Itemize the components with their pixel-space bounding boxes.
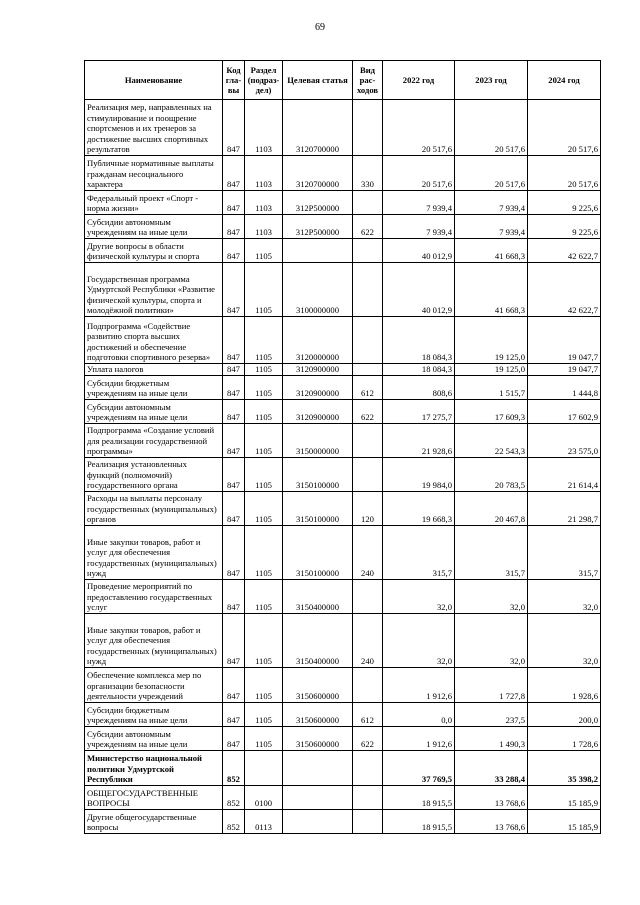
cell-name: Обеспечение комплекса мер по организации безопасности деятельности учреждений (85, 668, 223, 703)
cell-section: 0100 (245, 786, 283, 810)
cell-2024: 21 298,7 (528, 492, 601, 526)
cell-2024: 1 728,6 (528, 727, 601, 751)
cell-section: 1105 (245, 580, 283, 614)
cell-type (353, 810, 383, 834)
cell-name: Федеральный проект «Спорт - норма жизни» (85, 191, 223, 215)
cell-2023: 237,5 (455, 703, 528, 727)
cell-2023: 7 939,4 (455, 215, 528, 239)
cell-2022: 808,6 (383, 376, 455, 400)
cell-target: 3150000000 (283, 424, 353, 458)
cell-2022: 18 084,3 (383, 317, 455, 364)
cell-2023: 32,0 (455, 614, 528, 668)
cell-code: 847 (223, 703, 245, 727)
cell-section: 1105 (245, 376, 283, 400)
cell-code: 852 (223, 786, 245, 810)
table-row (85, 526, 601, 580)
cell-type (353, 424, 383, 458)
table-row (85, 263, 601, 317)
cell-name: Уплата налогов (85, 364, 223, 376)
cell-section: 1105 (245, 458, 283, 492)
cell-target (283, 239, 353, 263)
cell-section: 1105 (245, 400, 283, 424)
cell-code: 847 (223, 424, 245, 458)
cell-target (283, 751, 353, 786)
cell-code: 847 (223, 215, 245, 239)
cell-2022: 20 517,6 (383, 100, 455, 156)
cell-2023: 1 515,7 (455, 376, 528, 400)
cell-code: 847 (223, 458, 245, 492)
table-row (85, 786, 601, 810)
cell-2024: 9 225,6 (528, 215, 601, 239)
cell-2022: 32,0 (383, 614, 455, 668)
cell-2023: 13 768,6 (455, 810, 528, 834)
cell-2024: 32,0 (528, 614, 601, 668)
cell-2024: 20 517,6 (528, 100, 601, 156)
cell-code: 847 (223, 100, 245, 156)
cell-2022: 32,0 (383, 580, 455, 614)
cell-name: Иные закупки товаров, работ и услуг для обеспечения государственных (муниципальных) нужд (85, 526, 223, 580)
cell-2023: 41 668,3 (455, 239, 528, 263)
cell-2024: 200,0 (528, 703, 601, 727)
cell-code: 847 (223, 191, 245, 215)
cell-target: 3150400000 (283, 580, 353, 614)
cell-code: 852 (223, 810, 245, 834)
cell-section: 1105 (245, 614, 283, 668)
cell-target: 3120900000 (283, 376, 353, 400)
cell-section: 1105 (245, 364, 283, 376)
cell-code: 852 (223, 751, 245, 786)
budget-table (84, 60, 601, 834)
cell-2022: 7 939,4 (383, 215, 455, 239)
cell-2023: 19 125,0 (455, 317, 528, 364)
cell-2024: 42 622,7 (528, 263, 601, 317)
header-type: Вид рас- ходов (353, 61, 383, 100)
cell-section (245, 751, 283, 786)
cell-section: 1105 (245, 424, 283, 458)
cell-2023: 13 768,6 (455, 786, 528, 810)
cell-2022: 20 517,6 (383, 156, 455, 191)
cell-2023: 20 467,8 (455, 492, 528, 526)
cell-target: 3120900000 (283, 400, 353, 424)
cell-target: 3150100000 (283, 492, 353, 526)
cell-name: Подпрограмма «Содействие развитию спорта высших достижений и обеспечение подготовки спортивного резерва» (85, 317, 223, 364)
cell-type (353, 751, 383, 786)
table-row (85, 156, 601, 191)
cell-target: 312P500000 (283, 215, 353, 239)
cell-2023: 7 939,4 (455, 191, 528, 215)
cell-type (353, 317, 383, 364)
cell-name: Субсидии автономным учреждениям на иные цели (85, 727, 223, 751)
cell-section: 1103 (245, 191, 283, 215)
table-row (85, 364, 601, 376)
cell-2022: 18 915,5 (383, 810, 455, 834)
cell-target: 3150100000 (283, 458, 353, 492)
cell-target (283, 810, 353, 834)
table-row (85, 492, 601, 526)
table-row (85, 580, 601, 614)
cell-type: 240 (353, 526, 383, 580)
table-row (85, 317, 601, 364)
cell-code: 847 (223, 263, 245, 317)
cell-2023: 20 517,6 (455, 100, 528, 156)
cell-2022: 1 912,6 (383, 668, 455, 703)
table-row (85, 400, 601, 424)
cell-type: 330 (353, 156, 383, 191)
cell-2022: 17 275,7 (383, 400, 455, 424)
cell-name: Субсидии автономным учреждениям на иные цели (85, 215, 223, 239)
cell-name: Субсидии автономным учреждениям на иные цели (85, 400, 223, 424)
cell-2024: 20 517,6 (528, 156, 601, 191)
cell-target: 3150100000 (283, 526, 353, 580)
cell-name: Публичные нормативные выплаты гражданам несоциального характера (85, 156, 223, 191)
cell-name: Другие общегосударственные вопросы (85, 810, 223, 834)
cell-type (353, 100, 383, 156)
cell-code: 847 (223, 400, 245, 424)
table-row (85, 751, 601, 786)
page-number: 69 (315, 22, 325, 33)
cell-2023: 1 727,8 (455, 668, 528, 703)
cell-type: 120 (353, 492, 383, 526)
cell-name: Иные закупки товаров, работ и услуг для обеспечения государственных (муниципальных) нужд (85, 614, 223, 668)
cell-2023: 20 783,5 (455, 458, 528, 492)
table-row (85, 458, 601, 492)
cell-2023: 22 543,3 (455, 424, 528, 458)
cell-type (353, 458, 383, 492)
cell-type: 622 (353, 727, 383, 751)
cell-2024: 42 622,7 (528, 239, 601, 263)
cell-target: 3150600000 (283, 668, 353, 703)
cell-section: 1105 (245, 239, 283, 263)
cell-section: 1105 (245, 703, 283, 727)
cell-2023: 19 125,0 (455, 364, 528, 376)
cell-target: 3120700000 (283, 156, 353, 191)
cell-2022: 40 012,9 (383, 239, 455, 263)
cell-2022: 40 012,9 (383, 263, 455, 317)
cell-code: 847 (223, 364, 245, 376)
cell-type: 612 (353, 376, 383, 400)
header-2022: 2022 год (383, 61, 455, 100)
table-row (85, 239, 601, 263)
cell-2022: 19 984,0 (383, 458, 455, 492)
cell-target: 3150600000 (283, 727, 353, 751)
cell-2024: 15 185,9 (528, 786, 601, 810)
cell-2022: 18 084,3 (383, 364, 455, 376)
cell-2023: 315,7 (455, 526, 528, 580)
table-header-row (85, 61, 601, 100)
cell-type (353, 191, 383, 215)
cell-section: 0113 (245, 810, 283, 834)
cell-name: Реализация мер, направленных на стимулирование и поощрение спортсменов и их тренеров за достижение высших спортивных результатов (85, 100, 223, 156)
cell-2024: 17 602,9 (528, 400, 601, 424)
cell-target: 3150400000 (283, 614, 353, 668)
table-row (85, 191, 601, 215)
cell-2024: 15 185,9 (528, 810, 601, 834)
header-section: Раздел (подраз- дел) (245, 61, 283, 100)
cell-name: Министерство национальной политики Удмуртской Республики (85, 751, 223, 786)
cell-2023: 20 517,6 (455, 156, 528, 191)
cell-2022: 21 928,6 (383, 424, 455, 458)
header-code: Код гла- вы (223, 61, 245, 100)
cell-name: Субсидии бюджетным учреждениям на иные цели (85, 376, 223, 400)
cell-name: Государственная программа Удмуртской Республики «Развитие физической культуры, спорта и молодёжной политики» (85, 263, 223, 317)
cell-2022: 1 912,6 (383, 727, 455, 751)
cell-code: 847 (223, 526, 245, 580)
cell-type (353, 668, 383, 703)
cell-2023: 33 288,4 (455, 751, 528, 786)
cell-2024: 19 047,7 (528, 364, 601, 376)
cell-2024: 23 575,0 (528, 424, 601, 458)
cell-2023: 1 490,3 (455, 727, 528, 751)
cell-target (283, 786, 353, 810)
header-2023: 2023 год (455, 61, 528, 100)
cell-target: 3120000000 (283, 317, 353, 364)
cell-section: 1105 (245, 526, 283, 580)
cell-2022: 18 915,5 (383, 786, 455, 810)
table-row (85, 100, 601, 156)
table-row (85, 727, 601, 751)
table-row (85, 424, 601, 458)
cell-type (353, 239, 383, 263)
header-target: Целевая статья (283, 61, 353, 100)
cell-type (353, 364, 383, 376)
cell-2023: 32,0 (455, 580, 528, 614)
table-row (85, 810, 601, 834)
cell-code: 847 (223, 668, 245, 703)
cell-name: Проведение мероприятий по предоставлению государственных услуг (85, 580, 223, 614)
cell-2022: 37 769,5 (383, 751, 455, 786)
cell-2024: 315,7 (528, 526, 601, 580)
cell-2024: 21 614,4 (528, 458, 601, 492)
cell-code: 847 (223, 239, 245, 263)
cell-target: 3150600000 (283, 703, 353, 727)
cell-section: 1105 (245, 263, 283, 317)
cell-type (353, 263, 383, 317)
cell-2022: 315,7 (383, 526, 455, 580)
cell-type: 612 (353, 703, 383, 727)
cell-2024: 9 225,6 (528, 191, 601, 215)
header-2024: 2024 год (528, 61, 601, 100)
cell-2023: 17 609,3 (455, 400, 528, 424)
cell-code: 847 (223, 727, 245, 751)
cell-2024: 1 444,8 (528, 376, 601, 400)
cell-name: Реализация установленных функций (полномочий) государственного органа (85, 458, 223, 492)
table-row (85, 703, 601, 727)
cell-type (353, 580, 383, 614)
cell-2024: 1 928,6 (528, 668, 601, 703)
cell-code: 847 (223, 614, 245, 668)
cell-section: 1103 (245, 100, 283, 156)
table-row (85, 668, 601, 703)
table-row (85, 376, 601, 400)
cell-2023: 41 668,3 (455, 263, 528, 317)
cell-type (353, 786, 383, 810)
cell-code: 847 (223, 317, 245, 364)
cell-2022: 19 668,3 (383, 492, 455, 526)
cell-target: 3120700000 (283, 100, 353, 156)
cell-type: 622 (353, 215, 383, 239)
cell-section: 1105 (245, 317, 283, 364)
cell-type: 622 (353, 400, 383, 424)
cell-2024: 19 047,7 (528, 317, 601, 364)
cell-section: 1103 (245, 156, 283, 191)
cell-section: 1105 (245, 668, 283, 703)
cell-name: Субсидии бюджетным учреждениям на иные цели (85, 703, 223, 727)
cell-name: ОБЩЕГОСУДАРСТВЕННЫЕ ВОПРОСЫ (85, 786, 223, 810)
cell-target: 312P500000 (283, 191, 353, 215)
header-name: Наименование (85, 61, 223, 100)
table-row (85, 215, 601, 239)
cell-section: 1105 (245, 727, 283, 751)
cell-code: 847 (223, 580, 245, 614)
cell-code: 847 (223, 492, 245, 526)
table-body (85, 100, 601, 834)
cell-2022: 7 939,4 (383, 191, 455, 215)
cell-2022: 0,0 (383, 703, 455, 727)
cell-target: 3100000000 (283, 263, 353, 317)
cell-code: 847 (223, 156, 245, 191)
cell-2024: 35 398,2 (528, 751, 601, 786)
cell-code: 847 (223, 376, 245, 400)
cell-target: 3120900000 (283, 364, 353, 376)
table-row (85, 614, 601, 668)
cell-type: 240 (353, 614, 383, 668)
cell-2024: 32,0 (528, 580, 601, 614)
cell-name: Подпрограмма «Создание условий для реализации государственной программы» (85, 424, 223, 458)
cell-section: 1105 (245, 492, 283, 526)
cell-section: 1103 (245, 215, 283, 239)
cell-name: Расходы на выплаты персоналу государственных (муниципальных) органов (85, 492, 223, 526)
cell-name: Другие вопросы в области физической культуры и спорта (85, 239, 223, 263)
